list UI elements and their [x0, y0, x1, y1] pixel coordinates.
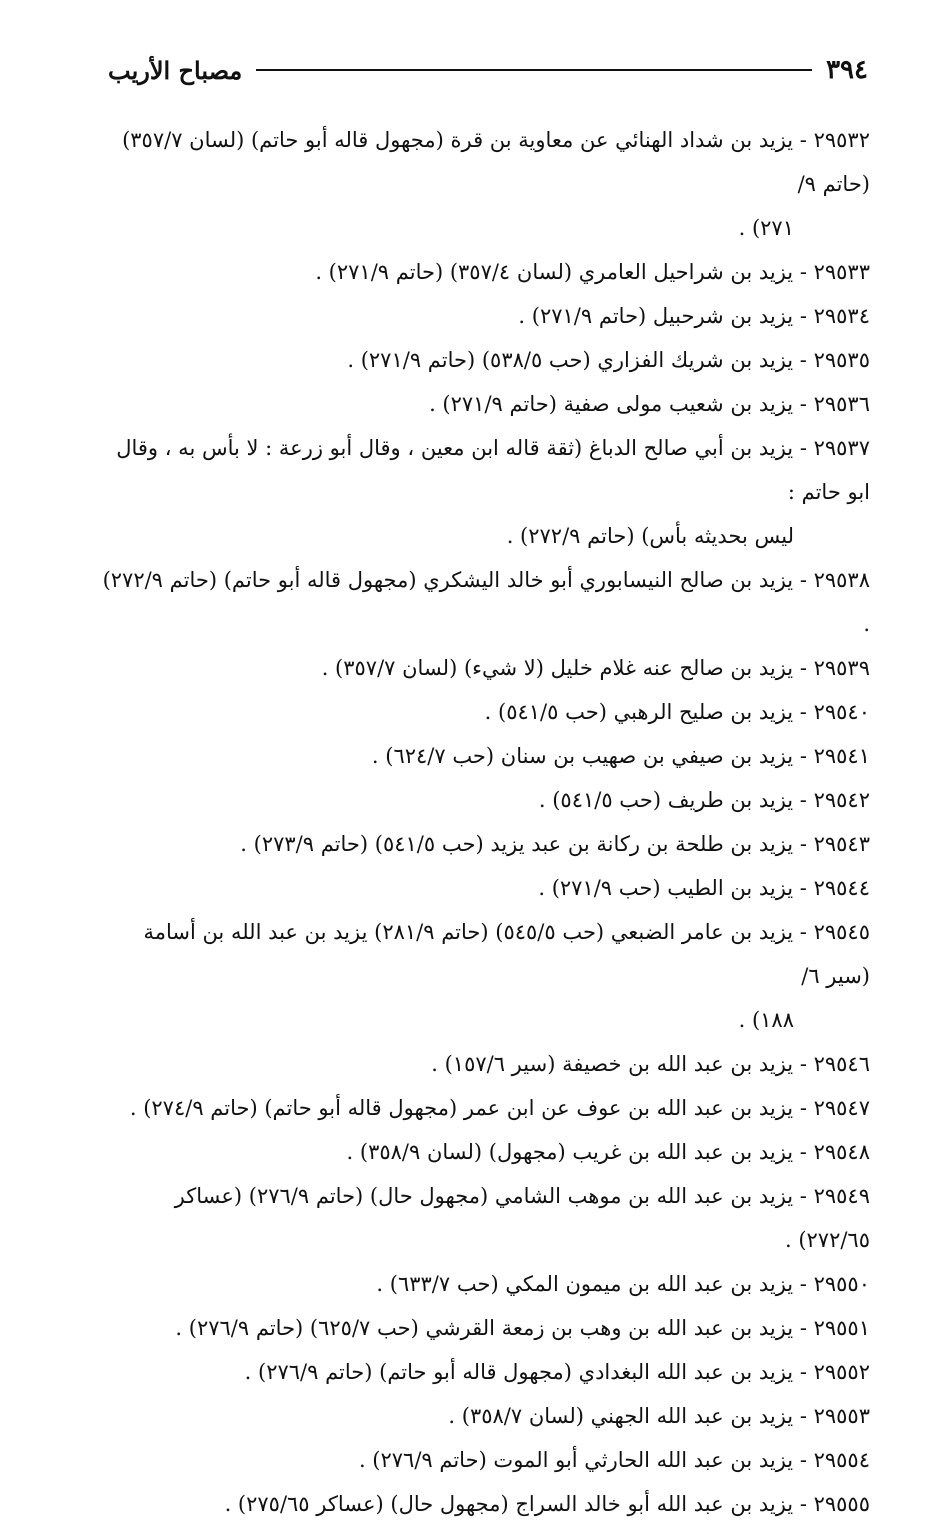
entry-29550 — [100, 1262, 870, 1306]
entry-29535 — [100, 338, 870, 382]
page-header — [108, 50, 868, 90]
entry-text: ٢٩٥٣٧ - يزيد بن أبي صالح الدباغ (ثقة قاله ابن معين ، وقال أبو زرعة : لا بأس به ، وقال ابو حاتم : — [116, 436, 870, 504]
entry-29534 — [100, 294, 870, 338]
entry-29543 — [100, 822, 870, 866]
entry-text: ٢٩٥٤١ - يزيد بن صيفي بن صهيب بن سنان (حب ٦٢٤/٧) . — [371, 744, 870, 768]
entry-text: ٢٩٥٥٥ - يزيد بن عبد الله أبو خالد السراج (مجهول حال) (عساكر ٢٧٥/٦٥) . — [224, 1492, 870, 1516]
entry-29551 — [100, 1306, 870, 1350]
entry-text: ٢٩٥٤٥ - يزيد بن عامر الضبعي (حب ٥٤٥/٥) (حاتم ٢٨١/٩) يزيد بن عبد الله بن أسامة (سير ٦/ — [143, 920, 870, 988]
entry-text: ٢٩٥٥١ - يزيد بن عبد الله بن وهب بن زمعة القرشي (حب ٦٢٥/٧) (حاتم ٢٧٦/٩) . — [175, 1316, 870, 1340]
entry-29554 — [100, 1438, 870, 1482]
entry-29547 — [100, 1086, 870, 1130]
entry-list — [100, 118, 870, 1526]
entry-29532 — [100, 118, 870, 250]
entry-text: ٢٩٥٥٤ - يزيد بن عبد الله الحارثي أبو الموت (حاتم ٢٧٦/٩) . — [358, 1448, 870, 1472]
entry-29548 — [100, 1130, 870, 1174]
entry-continuation: ٢٧١) . — [738, 216, 794, 240]
entry-29541 — [100, 734, 870, 778]
entry-29552 — [100, 1350, 870, 1394]
entry-29536 — [100, 382, 870, 426]
entry-29555 — [100, 1482, 870, 1526]
book-title: مصباح الأريب — [108, 55, 243, 85]
entry-29540 — [100, 690, 870, 734]
header-rule — [256, 69, 812, 71]
entry-text: ٢٩٥٣٤ - يزيد بن شرحبيل (حاتم ٢٧١/٩) . — [518, 304, 870, 328]
entry-text: ٢٩٥٤٨ - يزيد بن عبد الله بن غريب (مجهول) (لسان ٣٥٨/٩) . — [346, 1140, 870, 1164]
entry-29544 — [100, 866, 870, 910]
entry-text: ٢٩٥٤٦ - يزيد بن عبد الله بن خصيفة (سير ١٥٧/٦) . — [431, 1052, 870, 1076]
entry-text: ٢٩٥٥٠ - يزيد بن عبد الله بن ميمون المكي (حب ٦٣٣/٧) . — [376, 1272, 870, 1296]
entry-29553 — [100, 1394, 870, 1438]
entry-text: ٢٩٥٤٠ - يزيد بن صليح الرهبي (حب ٥٤١/٥) . — [484, 700, 870, 724]
entry-text: ٢٩٥٥٣ - يزيد بن عبد الله الجهني (لسان ٣٥٨/٧) . — [448, 1404, 870, 1428]
entry-text: ٢٩٥٣٢ - يزيد بن شداد الهنائي عن معاوية بن قرة (مجهول قاله أبو حاتم) (لسان ٣٥٧/٧) (حاتم ٩/ — [122, 128, 870, 196]
entry-29539 — [100, 646, 870, 690]
entry-text: ٢٩٥٤٣ - يزيد بن طلحة بن ركانة بن عبد يزيد (حب ٥٤١/٥) (حاتم ٢٧٣/٩) . — [240, 832, 870, 856]
entry-29538 — [100, 558, 870, 646]
entry-text: ٢٩٥٤٩ - يزيد بن عبد الله بن موهب الشامي (مجهول حال) (حاتم ٢٧٦/٩) (عساكر ٢٧٢/٦٥) . — [174, 1184, 870, 1252]
entry-text: ٢٩٥٣٩ - يزيد بن صالح عنه غلام خليل (لا شيء) (لسان ٣٥٧/٧) . — [321, 656, 870, 680]
entry-text: ٢٩٥٤٢ - يزيد بن طريف (حب ٥٤١/٥) . — [538, 788, 870, 812]
entry-text: ٢٩٥٤٧ - يزيد بن عبد الله بن عوف عن ابن عمر (مجهول قاله أبو حاتم) (حاتم ٢٧٤/٩) . — [129, 1096, 870, 1120]
entry-text: ٢٩٥٣٣ - يزيد بن شراحيل العامري (لسان ٣٥٧/٤) (حاتم ٢٧١/٩) . — [315, 260, 870, 284]
page-number: ٣٩٤ — [826, 55, 868, 85]
entry-text: ٢٩٥٥٢ - يزيد بن عبد الله البغدادي (مجهول قاله أبو حاتم) (حاتم ٢٧٦/٩) . — [244, 1360, 870, 1384]
entry-text: ٢٩٥٣٨ - يزيد بن صالح النيسابوري أبو خالد اليشكري (مجهول قاله أبو حاتم) (حاتم ٢٧٢/٩) . — [102, 568, 870, 636]
entry-text: ٢٩٥٣٦ - يزيد بن شعيب مولى صفية (حاتم ٢٧١/٩) . — [429, 392, 870, 416]
entry-continuation: ليس بحديثه بأس) (حاتم ٢٧٢/٩) . — [506, 524, 794, 548]
entry-29549 — [100, 1174, 870, 1262]
entry-29537 — [100, 426, 870, 558]
entry-continuation: ١٨٨) . — [738, 1008, 794, 1032]
entry-29533 — [100, 250, 870, 294]
entry-29546 — [100, 1042, 870, 1086]
entry-29545 — [100, 910, 870, 1042]
entry-text: ٢٩٥٤٤ - يزيد بن الطيب (حب ٢٧١/٩) . — [538, 876, 870, 900]
entry-text: ٢٩٥٣٥ - يزيد بن شريك الفزاري (حب ٥٣٨/٥) (حاتم ٢٧١/٩) . — [347, 348, 870, 372]
entry-29542 — [100, 778, 870, 822]
